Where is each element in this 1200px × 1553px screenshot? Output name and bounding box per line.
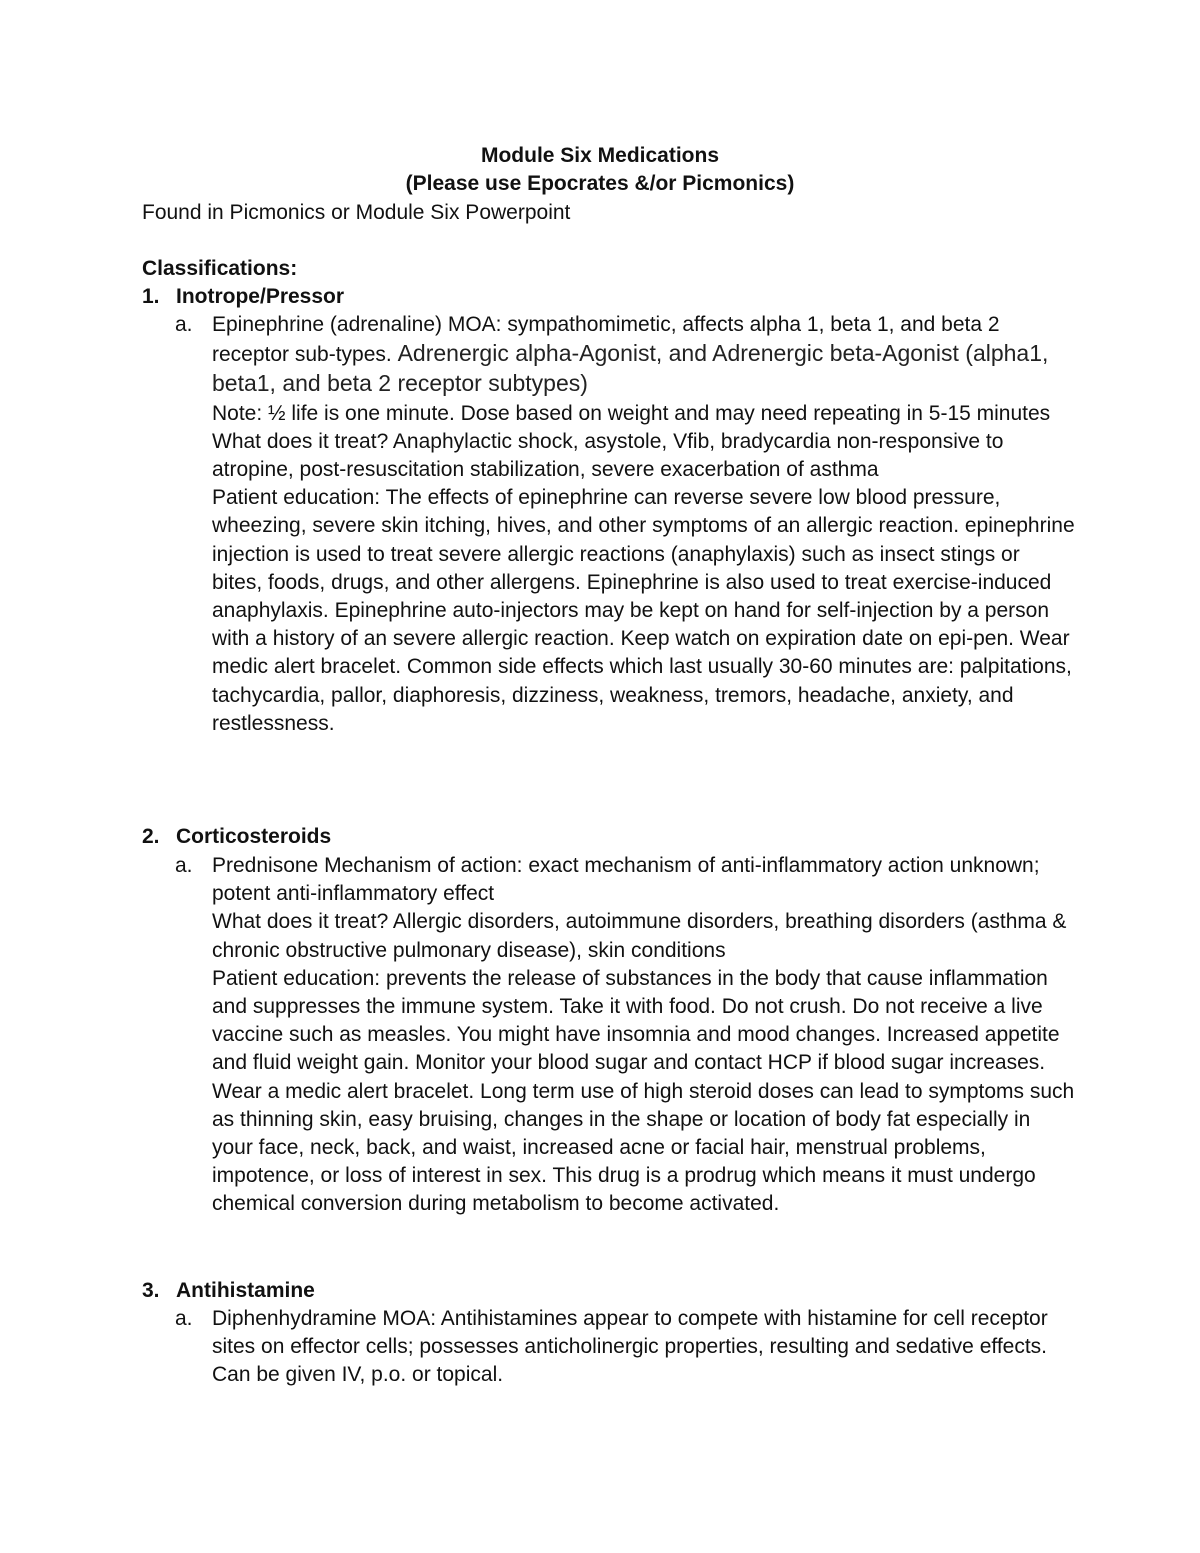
epinephrine-moa [212, 311, 1075, 400]
prednisone-treats: What does it treat? Allergic disorders, autoimmune disorders, breathing disorders (asthma & chronic obstructive pulmonary disease), skin conditions [212, 910, 1067, 962]
section-number: 1. [142, 285, 160, 308]
intro-line: Found in Picmonics or Module Six Powerpoint [142, 201, 571, 224]
section-title: Inotrope/Pressor [176, 285, 345, 308]
item-letter: a. [175, 1307, 193, 1330]
epinephrine-education: Patient education: The effects of epinephrine can reverse severe low blood pressure, wheezing, severe skin itching, hives, and other symptoms of an allergic reaction. epinephrine injection is used to treat severe allergic reactions (anaphylaxis) such as insect stings or bites, foods, drugs, and other allergens. Epinephrine is also used to treat exercise-induced anaphylaxis. Epinephrine auto-injectors may be kept on hand for self-injection by a person with a history of an severe allergic reaction. Keep watch on expiration date on epi-pen. Wear medic alert bracelet. Common side effects which last usually 30-60 minutes are: palpitations, tachycardia, pallor, diaphoresis, dizziness, weakness, tremors, headache, anxiety, and restlessness. [212, 486, 1075, 735]
prednisone-moa: Prednisone Mechanism of action: exact mechanism of anti-inflammatory action unknown; potent anti-inflammatory effect [212, 854, 1040, 906]
section-heading-antihistamine [142, 1277, 315, 1305]
classifications-label: Classifications: [142, 257, 298, 280]
prednisone-education: Patient education: prevents the release of substances in the body that cause inflammation and suppresses the immune system. Take it with food. Do not crush. Do not receive a live vaccine such as measles. You might have insomnia and mood changes. Increased appetite and fluid weight gain. Monitor your blood sugar and contact HCP if blood sugar increases. Wear a medic alert bracelet. Long term use of high steroid doses can lead to symptoms such as thinning skin, easy bruising, changes in the shape or location of body fat especially in your face, neck, back, and waist, increased acne or facial hair, menstrual problems, impotence, or loss of interest in sex. This drug is a prodrug which means it must undergo chemical conversion during metabolism to become activated. [212, 966, 1075, 1216]
diphenhydramine-moa: Diphenhydramine MOA: Antihistamines appear to compete with histamine for cell receptor sites on effector cells; possesses anticholinergic properties, resulting and sedative effects. Can be given IV, p.o. or topical. [212, 1307, 1048, 1387]
section-heading-corticosteroids [142, 823, 331, 851]
epinephrine-note: Note: ½ life is one minute. Dose based on weight and may need repeating in 5-15 minutes [212, 401, 1051, 425]
document-subtitle: (Please use Epocrates &/or Picmonics) [405, 172, 795, 195]
section-title: Antihistamine [176, 1279, 315, 1302]
medication-diphenhydramine [175, 1305, 1075, 1390]
item-letter: a. [175, 854, 193, 877]
item-letter: a. [175, 313, 193, 336]
document-title: Module Six Medications [480, 144, 720, 167]
medication-prednisone [175, 852, 1075, 1219]
medication-epinephrine [175, 311, 1075, 738]
moa-emphasis-text: Adrenergic alpha-Agonist, and Adrenergic beta-Agonist (alpha1, beta1, and beta 2 receptor subtypes) [212, 340, 1049, 397]
moa-lead-text: Epinephrine (adrenaline) MOA: sympathomimetic, affects alpha 1, beta 1, and beta 2 receptor sub-types. [212, 313, 1000, 367]
section-title: Corticosteroids [176, 825, 332, 848]
section-number: 3. [142, 1279, 160, 1302]
section-number: 2. [142, 825, 160, 848]
epinephrine-treats: What does it treat? Anaphylactic shock, asystole, Vfib, bradycardia non-responsive to atropine, post-resuscitation stabilization, severe exacerbation of asthma [212, 429, 1004, 482]
section-heading-inotrope [142, 283, 344, 311]
